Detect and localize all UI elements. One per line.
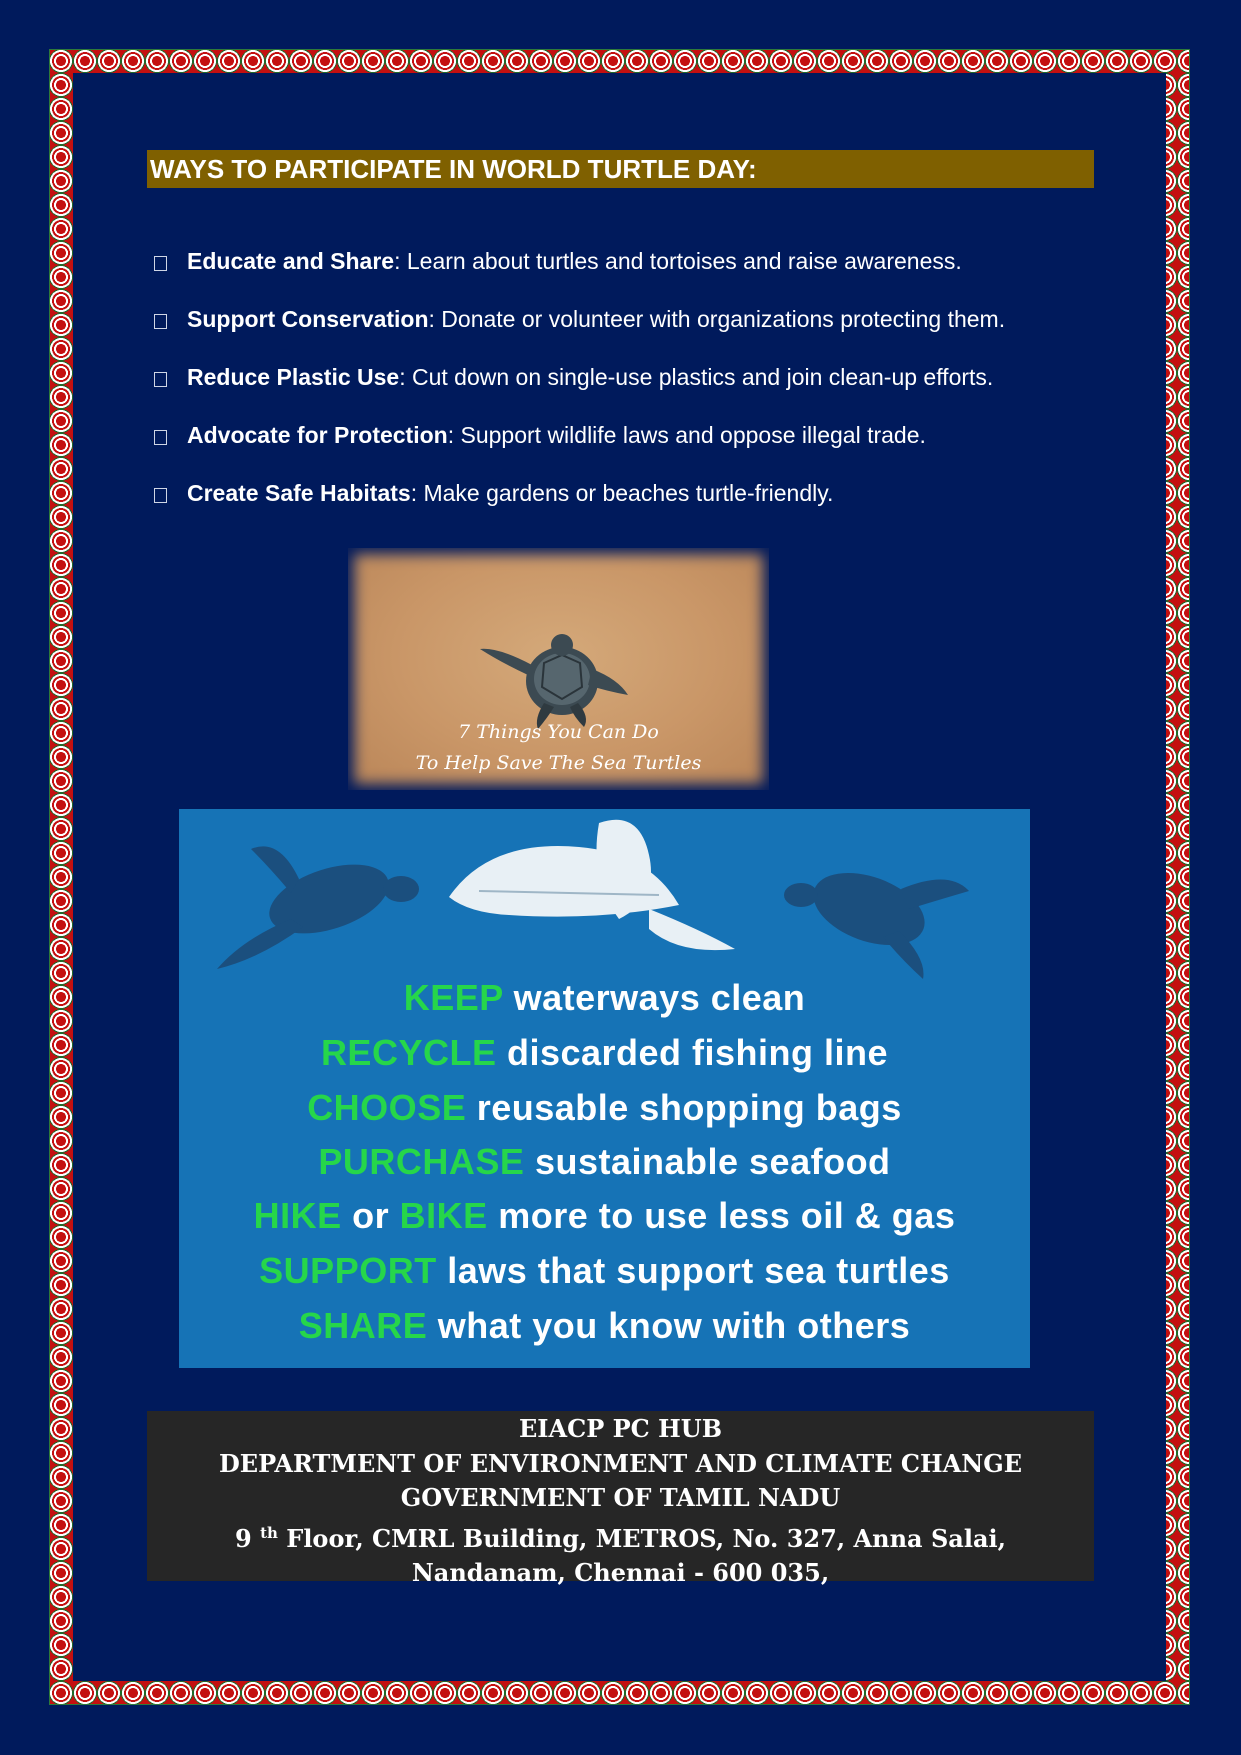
footer-address-box bbox=[147, 1411, 1094, 1587]
bullet-box-icon bbox=[154, 314, 167, 329]
section-heading-bar bbox=[147, 150, 1094, 188]
poster-line: PURCHASE sustainable seafood bbox=[318, 1141, 891, 1182]
item-title: Support Conservation bbox=[187, 306, 429, 332]
sea-turtle-tips-poster bbox=[179, 809, 1030, 1368]
poster-line: SUPPORT laws that support sea turtles bbox=[259, 1250, 950, 1291]
item-title: Create Safe Habitats bbox=[187, 480, 411, 506]
item-title: Reduce Plastic Use bbox=[187, 364, 400, 390]
footer-org: EIACP PC HUB bbox=[518, 1414, 723, 1443]
item-title: Advocate for Protection bbox=[187, 422, 448, 448]
sea-turtles-illustration-icon bbox=[179, 809, 1030, 979]
photo-caption-line1: 7 Things You Can Do bbox=[458, 721, 659, 743]
item-text: : Donate or volunteer with organizations protecting them. bbox=[428, 306, 1006, 332]
list-item bbox=[150, 480, 1100, 538]
poster-line: KEEP waterways clean bbox=[403, 977, 806, 1018]
poster-line: HIKE or BIKE more to use less oil & gas bbox=[253, 1195, 956, 1236]
baby-turtle-photo bbox=[348, 548, 769, 790]
bullet-box-icon bbox=[154, 430, 167, 445]
poster-line: RECYCLE discarded fishing line bbox=[320, 1032, 889, 1073]
bullet-box-icon bbox=[154, 372, 167, 387]
bullet-box-icon bbox=[154, 256, 167, 271]
poster-line: CHOOSE reusable shopping bags bbox=[307, 1087, 902, 1128]
baby-turtle-icon bbox=[478, 603, 638, 733]
footer-department: DEPARTMENT OF ENVIRONMENT AND CLIMATE CHANGE bbox=[218, 1448, 1023, 1478]
item-text: : Learn about turtles and tortoises and raise awareness. bbox=[394, 248, 962, 274]
list-item bbox=[150, 248, 1100, 306]
list-item bbox=[150, 422, 1100, 480]
footer-address-line1: 9 $^{th}$ Floor, CMRL Building, METROS, No. 327, Anna Salai, bbox=[235, 1523, 1006, 1553]
item-title: Educate and Share bbox=[187, 248, 395, 274]
section-heading: WAYS TO PARTICIPATE IN WORLD TURTLE DAY: bbox=[150, 154, 757, 184]
poster-line: SHARE what you know with others bbox=[298, 1305, 911, 1346]
item-text: : Support wildlife laws and oppose illegal trade. bbox=[447, 422, 926, 448]
item-text: : Make gardens or beaches turtle-friendly. bbox=[410, 480, 834, 506]
list-item bbox=[150, 306, 1100, 364]
footer-government: GOVERNMENT OF TAMIL NADU bbox=[400, 1483, 841, 1512]
list-item bbox=[150, 364, 1100, 422]
participation-list bbox=[150, 248, 1100, 538]
footer-address-line2: Nandanam, Chennai - 600 035, bbox=[411, 1558, 830, 1587]
item-text: : Cut down on single-use plastics and join clean-up efforts. bbox=[399, 364, 994, 390]
bullet-box-icon bbox=[154, 488, 167, 503]
photo-caption-line2: To Help Save The Sea Turtles bbox=[415, 752, 702, 774]
